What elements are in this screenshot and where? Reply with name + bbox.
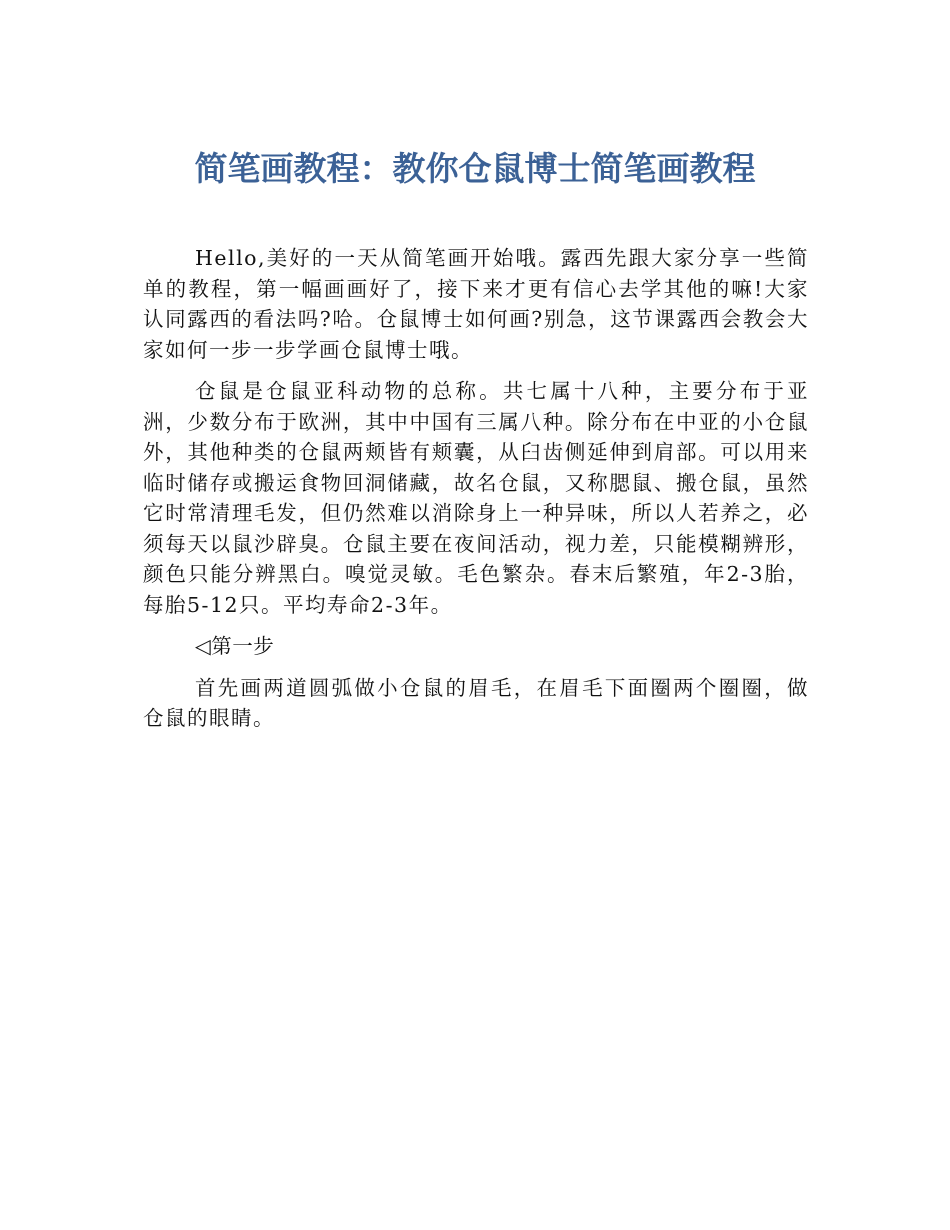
hamster-description-paragraph: 仓鼠是仓鼠亚科动物的总称。共七属十八种，主要分布于亚洲，少数分布于欧洲，其中中国有三属八种。除分布在中亚的小仓鼠外，其他种类的仓鼠两颊皆有颊囊，从臼齿侧延伸到肩部。可以用来临时储存或搬运食物回洞储藏，故名仓鼠，又称腮鼠、搬仓鼠，虽然它时常清理毛发，但仍然难以消除身上一种异味，所以人若养之，必须每天以鼠沙辟臭。仓鼠主要在夜间活动，视力差，只能模糊辨形，颜色只能分辨黑白。嗅觉灵敏。毛色繁杂。春末后繁殖，年2-3胎，每胎5-12只。平均寿命2-3年。 xyxy=(143,379,809,617)
intro-paragraph: Hello,美好的一天从简笔画开始哦。露西先跟大家分享一些简单的教程，第一幅画画好了，接下来才更有信心去学其他的嘛!大家认同露西的看法吗?哈。仓鼠博士如何画?别急，这节课露西会教会大家如何一步一步学画仓鼠博士哦。 xyxy=(143,246,809,362)
step-one-paragraph: 首先画两道圆弧做小仓鼠的眉毛，在眉毛下面圈两个圈圈，做仓鼠的眼睛。 xyxy=(143,675,809,730)
document-body xyxy=(143,243,809,745)
step-one-heading: ◁第一步 xyxy=(195,634,275,658)
document-title: 简笔画教程：教你仓鼠博士简笔画教程 xyxy=(194,149,756,188)
